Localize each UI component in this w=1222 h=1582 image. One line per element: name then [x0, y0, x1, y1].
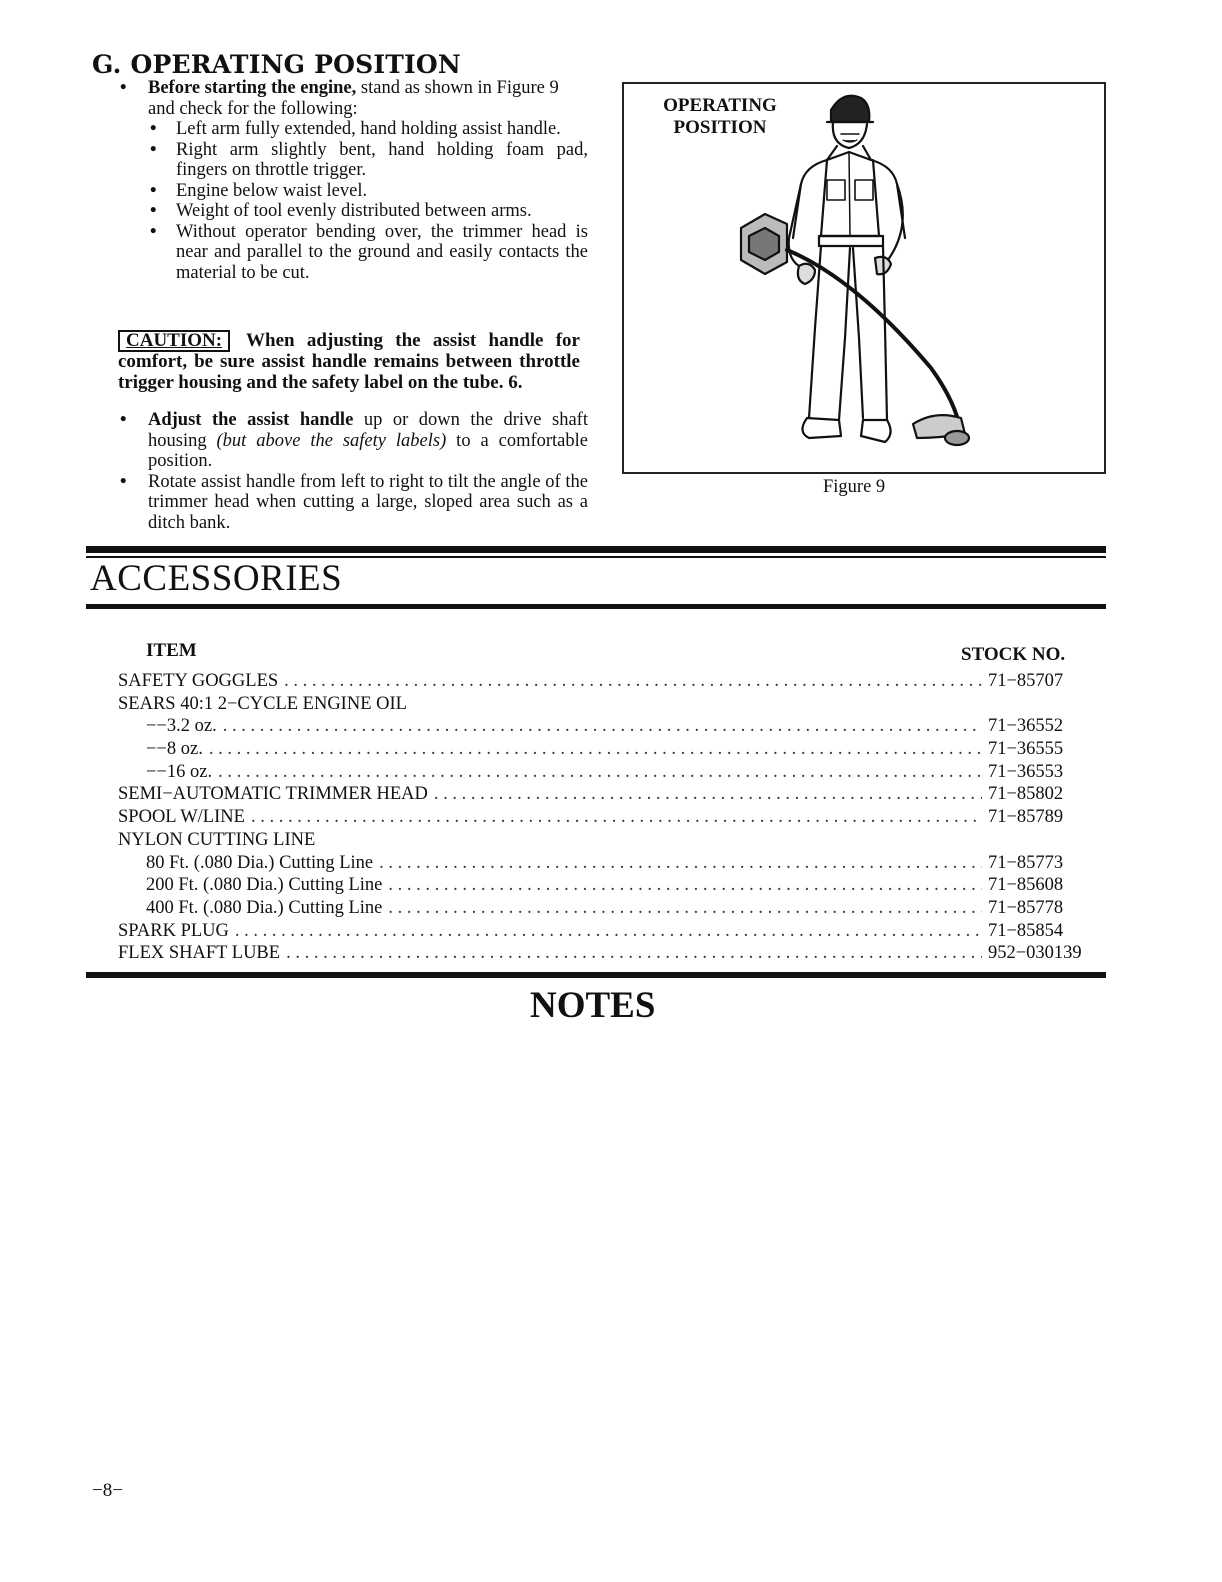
adjustment-instructions	[118, 410, 588, 533]
stock-number: 71−36553	[988, 761, 1064, 782]
list-item	[118, 898, 1098, 921]
stock-number: 71−85707	[988, 671, 1064, 691]
column-header-stock: STOCK NO.	[961, 644, 1066, 665]
item-name: 400 Ft. (.080 Dia.) Cutting Line	[146, 897, 383, 918]
stock-number: 71−85789	[988, 807, 1064, 828]
item-name: SEMI−AUTOMATIC TRIMMER HEAD	[118, 784, 428, 805]
item-name: SEARS 40:1 2−CYCLE ENGINE OIL	[118, 693, 407, 714]
item-name: 80 Ft. (.080 Dia.) Cutting Line	[146, 852, 374, 873]
list-item	[118, 671, 1098, 694]
leader-dots	[223, 716, 982, 737]
notes-heading: NOTES	[530, 985, 656, 1026]
divider	[86, 546, 1106, 553]
stock-number: 71−36552	[988, 716, 1064, 737]
leader-dots	[379, 853, 982, 874]
list-item	[118, 716, 1098, 739]
leader-dots	[286, 943, 982, 964]
list-item	[118, 875, 1098, 898]
list-item	[118, 694, 1098, 717]
check-list	[148, 119, 588, 283]
operating-instructions	[118, 78, 588, 283]
list-item: • Rotate assist handle from left to right to tilt the angle of the trimmer head when cutting a large, sloped area such as a ditch bank.	[118, 472, 588, 534]
stock-number: 71−85608	[988, 875, 1064, 896]
leader-dots	[388, 875, 982, 896]
check-item: • Weight of tool evenly distributed between arms.	[148, 201, 588, 222]
check-item: • Right arm slightly bent, hand holding foam pad, fingers on throttle trigger.	[148, 140, 588, 181]
adjust-end: to a comfortable position.	[148, 430, 588, 471]
figure-label-line2: POSITION	[673, 117, 767, 138]
list-item	[118, 784, 1098, 807]
stock-number: 71−85854	[988, 920, 1064, 941]
check-item: • Engine below waist level.	[148, 181, 588, 202]
list-item	[118, 830, 1098, 853]
adjust-bold: Adjust the assist handle	[148, 410, 354, 430]
list-item	[118, 78, 588, 283]
leader-dots	[251, 807, 982, 828]
section-title-operating-position: G. OPERATING POSITION	[92, 50, 461, 79]
stock-number: 71−85802	[988, 784, 1064, 805]
item-name: SAFETY GOGGLES	[118, 671, 279, 691]
item-name: NYLON CUTTING LINE	[118, 829, 316, 850]
caution-text: When adjusting the assist handle for comfort, be sure assist handle remains between throttle trigger housing and the safety label on the tube. 6.	[118, 330, 580, 393]
item-name: FLEX SHAFT LUBE	[118, 943, 281, 964]
operator-illustration	[735, 88, 995, 468]
item-name: −−8 oz.	[146, 739, 203, 760]
leader-dots	[235, 921, 982, 942]
item-name: −−16 oz.	[146, 761, 213, 782]
column-header-item: ITEM	[146, 640, 197, 661]
divider	[86, 604, 1106, 609]
list-item	[118, 853, 1098, 876]
page-number: −8−	[92, 1480, 123, 1501]
intro-text: stand as shown in Figure 9 and check for the following:	[148, 78, 559, 119]
stock-number: 71−85773	[988, 852, 1064, 873]
leader-dots	[284, 671, 982, 692]
list-item	[118, 807, 1098, 830]
list-item	[118, 921, 1098, 944]
stock-number: 71−36555	[988, 739, 1064, 760]
item-name: SPOOL W/LINE	[118, 807, 245, 828]
figure-label-line1: OPERATING	[663, 95, 777, 116]
divider	[86, 972, 1106, 978]
list-item	[118, 410, 588, 472]
caution-notice	[118, 330, 580, 393]
leader-dots	[209, 739, 982, 760]
list-item	[118, 762, 1098, 785]
stock-number: 71−85778	[988, 897, 1064, 918]
item-name: SPARK PLUG	[118, 920, 229, 941]
accessories-heading: ACCESSORIES	[90, 558, 343, 599]
leader-dots	[434, 784, 982, 805]
caution-label: CAUTION:	[118, 330, 230, 352]
adjust-italic: (but above the safety labels)	[216, 430, 447, 451]
accessories-list	[118, 671, 1098, 966]
list-item	[118, 739, 1098, 762]
check-item: • Without operator bending over, the trimmer head is near and parallel to the ground and easily contacts the material to be cut.	[148, 222, 588, 284]
leader-dots	[388, 898, 982, 919]
leader-dots	[218, 762, 982, 783]
check-item: • Left arm fully extended, hand holding assist handle.	[148, 119, 588, 140]
stock-number: 952−030139	[988, 943, 1082, 964]
adjust-text: up or down the drive shaft housing	[148, 410, 588, 451]
intro-bold: Before starting the engine,	[148, 78, 357, 98]
figure-caption: Figure 9	[823, 477, 886, 497]
item-name: 200 Ft. (.080 Dia.) Cutting Line	[146, 875, 383, 896]
item-name: −−3.2 oz.	[146, 716, 217, 737]
list-item	[118, 943, 1098, 966]
